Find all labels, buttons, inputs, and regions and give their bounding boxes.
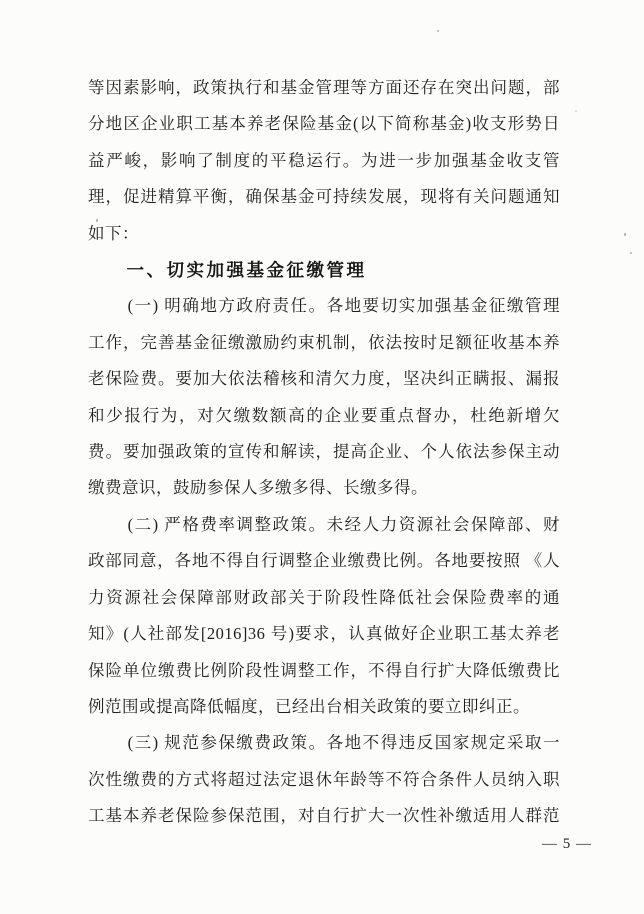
scan-noise-speck [630,252,632,254]
text-line: 缴费意识，鼓励参保人多缴多得、长缴多得。 [88,478,428,498]
text-line: (一) 明确地方政府责任。各地要切实加强基金征缴管理 [127,296,560,316]
scan-noise-speck [575,110,577,112]
text-line: 知》(人社部发[2016]36 号)要求，认真做好企业职工基太养老 [88,624,560,644]
text-line: 如下： [88,223,139,243]
text-line: 老保险费。要加大依法稽核和清欠力度，坚决纠正瞒报、漏报 [88,369,560,389]
text-line: 工基本养老保险参保范围，对自行扩大一次性补缴适用人群范 [88,806,560,826]
scan-noise-speck [437,30,439,32]
document-body [88,70,560,835]
text-line: (三) 规范参保缴费政策。各地不得违反国家规定采取一 [127,733,560,753]
text-line: 分地区企业职工基本养老保险基金(以下简称基金)收支形势日 [88,114,560,134]
text-line: 费。要加强政策的宣传和解读，提高企业、个人依法参保主动 [88,442,560,462]
section-heading: 一、切实加强基金征缴管理 [126,260,367,281]
text-line: 等因素影响，政策执行和基金管理等方面还存在突出问题，部 [88,78,560,97]
page-number: — 5 — [542,836,592,852]
text-line: 次性缴费的方式将超过法定退休年龄等不符合条件人员纳入职 [88,769,560,789]
text-line: 工作，完善基金征缴激励约束机制，依法按时足额征收基本养 [88,332,560,352]
text-line: 和少报行为，对欠缴数额高的企业要重点督办，杜绝新增欠 [88,405,560,425]
text-line: 益严峻，影响了制度的平稳运行。为进一步加强基金收支管 [88,150,560,170]
text-line: 理，促进精算平衡，确保基金可持续发展，现将有关问题通知 [88,187,560,207]
text-line: 力资源社会保障部财政部关于阶段性降低社会保险费率的通 [88,587,560,607]
text-line: (二) 严格费率调整政策。未经人力资源社会保障部、财 [127,514,560,534]
text-line: 保险单位缴费比例阶段性调整工作，不得自行扩大降低缴费比 [88,660,560,680]
scan-noise-speck [624,233,626,236]
text-line: 政部同意，各地不得自行调整企业缴费比例。各地要按照 《人 [88,551,560,571]
text-line: 例范围或提高降低幅度，已经出台相关政策的要立即纠正。 [88,696,530,716]
